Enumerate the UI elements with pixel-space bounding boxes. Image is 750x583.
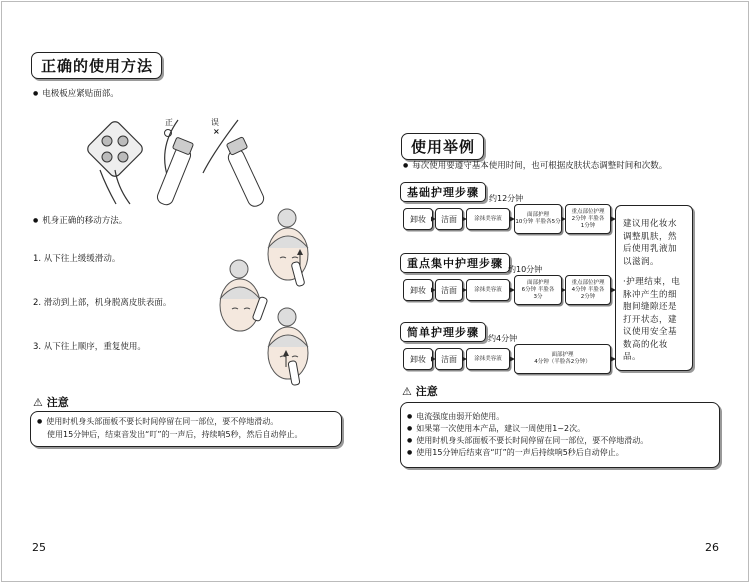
warning-icon: ⚠: [33, 396, 43, 409]
routine-3-step-1-label: 卸妆: [410, 354, 426, 364]
intro-bullet: ● 每次使用要遵守基本使用时间，也可根据皮肤状态调整时间和次数。: [403, 159, 667, 171]
right-note-box: [400, 402, 720, 468]
routine-2-title: 重点集中护理步骤: [400, 253, 510, 273]
label-wrong: 误: [211, 118, 219, 127]
right-note-title-text: 注意: [415, 385, 438, 398]
routine-3-step-3-label: 涂抹美容液: [474, 355, 502, 362]
step-3: 3. 从下往上顺序，重复使用。: [33, 342, 146, 352]
aftercare-text-1: 建议用化妆水调整肌肤，然后使用乳液加以滋润。: [623, 219, 678, 267]
routine-3-step-4-label: 面部护理 4分钟（半脸各2分钟）: [534, 352, 591, 365]
right-page-title: 使用举例: [401, 133, 484, 160]
right-note-list: [407, 411, 648, 459]
right-note-line-2: ● 如果第一次使用本产品，建议一周使用1~2次。: [407, 423, 648, 435]
routine-3-title: 简单护理步骤: [400, 322, 486, 342]
routine-2-step-3-label: 涂抹美容液: [474, 286, 502, 293]
movement-bullet: ● 机身正确的移动方法。: [33, 214, 127, 226]
routine-3-step-2-label: 洁面: [441, 354, 457, 364]
routine-1-step-4-label: 面部护理 10分钟 半脸各5分: [515, 212, 561, 225]
routine-2-step-4-label: 面部护理 6分钟 半脸各 3分: [521, 279, 555, 300]
warning-icon: ⚠: [402, 385, 412, 398]
left-page-title: 正确的使用方法: [31, 52, 162, 79]
label-correct: 正: [165, 118, 173, 127]
routine-1-step-5-label: 重点部位护理 2分钟 半脸各 1分钟: [571, 208, 605, 229]
routine-1-step-2-label: 洁面: [441, 214, 457, 224]
routine-2-time: 约10分钟: [508, 265, 543, 274]
right-note-line-4: ● 使用15分钟后结束音“叮”的一声后持续响5秒后自动停止。: [407, 447, 648, 459]
routine-1-time: 约12分钟: [489, 194, 524, 203]
page-number-left: 25: [32, 541, 46, 554]
page-number-right: 26: [705, 541, 719, 554]
routine-1-title: 基础护理步骤: [400, 182, 486, 202]
routine-2-step-2-label: 洁面: [441, 285, 457, 295]
step-1: 1. 从下往上缓缓滑动。: [33, 254, 121, 264]
routine-1-step-3-label: 涂抹美容液: [474, 215, 502, 222]
wrong-mark-icon: ×: [213, 127, 220, 136]
right-note-line-1: ● 电流强度由弱开始使用。: [407, 411, 648, 423]
routine-2-step-5-label: 重点部位护理 4分钟 半脸各 2分钟: [571, 279, 605, 300]
left-note-title-text: 注意: [46, 396, 69, 409]
right-note-title: [402, 383, 438, 399]
routine-1-step-1-label: 卸妆: [410, 214, 426, 224]
left-note-line-2: 使用15分钟后，结束音发出“叮”的一声后，持续响5秒，然后自动停止。: [47, 430, 303, 439]
right-note-line-3: ● 使用时机身头部面板不要长时间停留在同一部位，要不停地滑动。: [407, 435, 648, 447]
electrode-bullet: ● 电极板应紧贴面部。: [33, 87, 119, 99]
left-note-line-1: ● 使用时机身头部面板不要长时间停留在同一部位，要不停地滑动。: [37, 416, 278, 428]
aftercare-text-2: ·护理结束，电脉冲产生的细胞间缝隙还是打开状态，建议使用安全基数高的化妆品。: [623, 277, 681, 362]
routine-2-step-1-label: 卸妆: [410, 285, 426, 295]
step-2: 2. 滑动到上部，机身脱离皮肤表面。: [33, 298, 172, 308]
routine-3-time: 约4分钟: [488, 334, 518, 343]
